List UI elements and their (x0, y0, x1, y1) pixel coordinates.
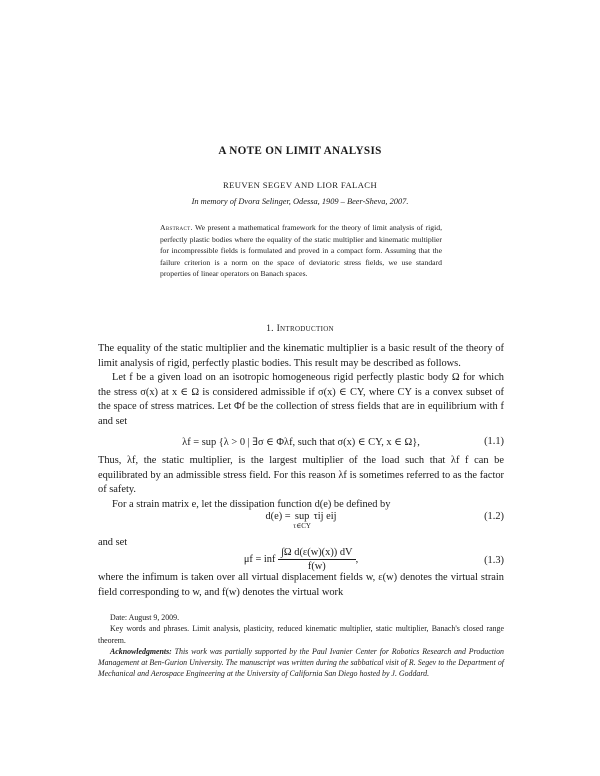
footnote-keywords: Key words and phrases. Limit analysis, plasticity, reduced kinematic multiplier, static multiplier, Banach's closed range theorem. (98, 624, 504, 645)
paragraph-1: The equality of the static multiplier and the kinematic multiplier is a basic result of the theory of limit analysis of rigid, perfectly plastic bodies. This result may be described as follows. (98, 343, 504, 369)
acknowledgments-text: This work was partially supported by the Paul Ivanier Center for Robotics Research and Production Management at Ben-Gurion University. The manuscript was written during the sabbatical visit of R. Segev to the Department of Mechanical and Aerospace Engineering at the University of California San Diego hosted by J. Goddard. (98, 646, 504, 679)
equation-1-3-denominator: f(w) (307, 561, 326, 572)
body-text-block-2 (98, 454, 504, 512)
section-heading (0, 323, 600, 334)
equation-1-3-numerator: ∫Ω d(ε(w)(x)) dV (278, 547, 355, 560)
paragraph-2: Let f be a given load on an isotropic homogeneous rigid perfectly plastic body Ω for which the stress σ(x) at x ∈ Ω is considered admissible if σ(x) ∈ CY, where CY is a convex subset of the space of stress matrices. Let Φf be the collection of stress fields that are in equilibrium with f and set (98, 372, 504, 427)
equation-1-3-lhs: μf = inf (243, 553, 276, 565)
equation-1-2-rhs: τij eij (313, 511, 337, 522)
paragraph-4: For a strain matrix e, let the dissipation function d(e) be defined by (112, 498, 391, 510)
footnote-date: Date: August 9, 2009. (110, 613, 180, 622)
footnotes (98, 612, 504, 680)
abstract-text: We present a mathematical framework for the theory of limit analysis of rigid, perfectly plastic bodies where the equality of the static multiplier and kinematic multiplier for incompressible fields is formulated and proved in a compact form. Assuming that the failure criterion is a norm on the space of deviatoric stress fields, we use standard properties of linear operators on Banach spaces. (160, 223, 442, 279)
equation-1-2-operator: sup (294, 511, 310, 522)
acknowledgments-label: Acknowledgments: (110, 646, 172, 656)
paper-title: A NOTE ON LIMIT ANALYSIS (218, 145, 382, 157)
equation-1-2 (98, 511, 504, 537)
equation-1-3: μf = inf $\frac{\text{∫Ω d(ε(w)(x)) dV}}{f(w)}$ , (1.3) (243, 547, 504, 572)
equation-1-1 (98, 436, 504, 452)
equation-1-2-subscript: τ∈CY (293, 522, 311, 530)
abstract-label: Abstract. (160, 223, 193, 232)
equation-1-1-expr: λf = sup {λ > 0 | ∃σ ∈ Φλf, such that σ(x) ∈ CY, x ∈ Ω}, (182, 437, 420, 448)
dedication: In memory of Dvora Selinger, Odessa, 1909 – Beer-Sheva, 2007. (191, 197, 409, 206)
paragraph-3: Thus, λf, the static multiplier, is the largest multiplier of the load such that λf f can be equilibrated by an admissible stress field. For this reason λf is sometimes referred to as the factor of safety. (98, 455, 504, 496)
section-title: Introduction (276, 323, 334, 334)
abstract (160, 222, 442, 280)
equation-1-3-fraction (278, 547, 355, 572)
body-text-block-1 (98, 342, 504, 430)
paragraph-6: where the infimum is taken over all virtual displacement fields w, ε(w) denotes the virtual strain field corresponding to w, and f(w) denotes the virtual work (98, 572, 504, 598)
authors: REUVEN SEGEV AND LIOR FALACH (222, 180, 378, 190)
paragraph-5: and set (98, 537, 128, 548)
equation-1-1-number: (1.1) (484, 436, 504, 447)
equation-1-2-lhs: d(e) = (265, 511, 291, 522)
footnote-acknowledgments (98, 646, 504, 680)
equation-1-3-number: (1.3) (484, 555, 504, 566)
equation-1-2-number: (1.2) (484, 511, 504, 522)
body-text-block-4 (98, 571, 504, 600)
section-number: 1. (266, 323, 274, 334)
